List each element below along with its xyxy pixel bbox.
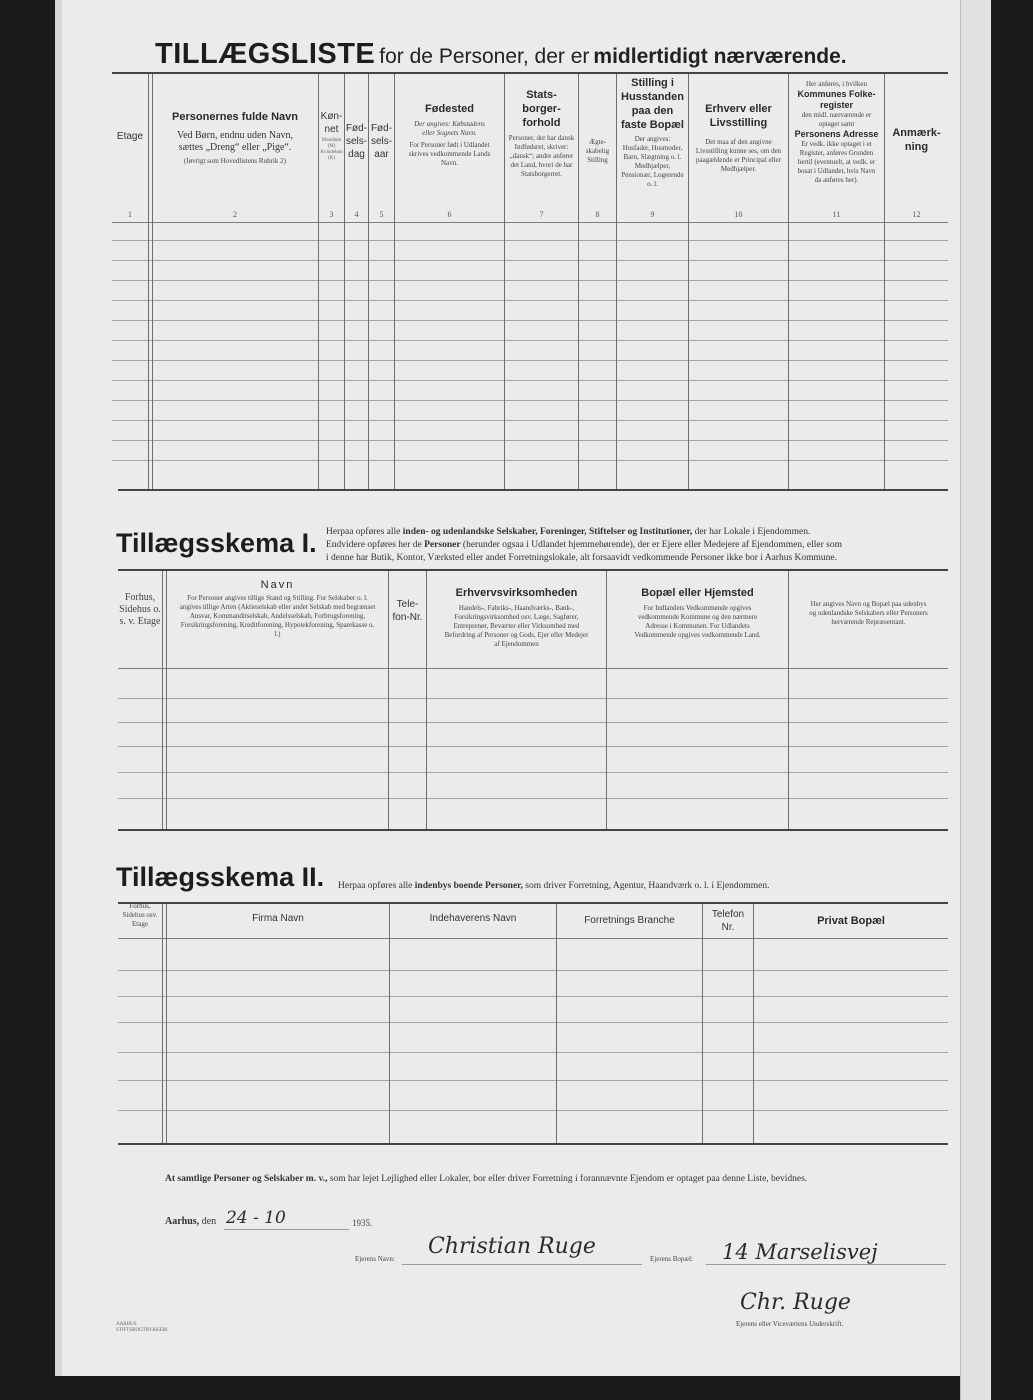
col-num-1: 1 (128, 210, 132, 219)
page-title (155, 38, 847, 71)
printer-mark: AARHUS STIFTSBOGTRYKKERI (116, 1322, 168, 1333)
col-num-3: 3 (329, 210, 334, 219)
form-sheet (62, 0, 962, 1376)
col-foedselsdag-header: Fød-sels-dag (345, 123, 368, 160)
col-num-7: 7 (539, 210, 544, 219)
col-num-4: 4 (354, 210, 359, 219)
signature-label: Ejerens eller Viceværtens Underskrift. (736, 1320, 844, 1328)
sheet-edge (55, 0, 62, 1376)
col-num-2: 2 (233, 210, 237, 219)
back-sheet (960, 0, 991, 1400)
skema2-intro: Herpaa opføres alle indenbys boende Personer, som driver Forretning, Agentur, Haandværk o. l. i Ejendommen. (338, 881, 770, 891)
ejer-bopael-handwritten: 14 Marselisvej (722, 1240, 878, 1264)
title-bold: midlertidigt nærværende. (593, 45, 847, 68)
skema1-col-rep: Her angives Navn og Bopæl paa udenbys og udenlandske Selskabers eller Personers herværende Repræsentant. (809, 600, 928, 626)
skema2-col-firma: Firma Navn (252, 913, 304, 924)
col-koen-header: Køn-net Mandkøn (M) Kvindekøn (K) (320, 111, 343, 161)
col-num-10: 10 (734, 210, 743, 219)
ejer-navn-handwritten: Christian Ruge (428, 1234, 596, 1259)
ejer-bopael-underline (706, 1264, 946, 1265)
col-num-8: 8 (595, 210, 600, 219)
col-anmaerkning-header: Anmærk-ning (892, 127, 941, 153)
col-num-5: 5 (379, 210, 384, 219)
signature-handwritten: Chr. Ruge (740, 1290, 851, 1315)
skema1-col-etage: Forhus, Sidehus o. s. v. Etage (119, 592, 161, 627)
ejer-bopael-label: Ejerens Bopæl: (650, 1255, 693, 1263)
skema1-intro: Herpaa opføres alle inden- og udenlandske Selskaber, Foreninger, Stiftelser og Institutioner, der har Lokale i Ejendommen. Endvidere opføres her de Personer (herunder ogsaa i Udlandet hjemmehørende), der er Ejere eller Medejere af Ejendommen, eller som i denne har Butik, Kontor, Værksted eller andet Forretningslokale, alt forsaavidt vedkommende Personer ikke bor i Aarhus Kommune. (326, 527, 842, 563)
ejer-navn-underline (402, 1264, 642, 1265)
skema2-col-telefon: Telefon Nr. (711, 909, 745, 933)
col-num-11: 11 (832, 210, 841, 219)
ejer-navn-label: Ejerens Navn: (355, 1255, 395, 1263)
col-num-6: 6 (447, 210, 452, 219)
skema1-col-telefon: Tele-fon-Nr. (392, 599, 423, 623)
declaration: At samtlige Personer og Selskaber m. v., som har lejet Lejlighed eller Lokaler, bor eller driver Forretning i forannævnte Ejendom er optaget paa denne Liste, bevidnes. (165, 1174, 808, 1184)
title-main: TILLÆGSLISTE (155, 38, 376, 70)
year: 1935. (352, 1218, 373, 1228)
skema1-title: Tillægsskema I. (116, 528, 317, 558)
date-handwritten: 24 - 10 (226, 1208, 286, 1228)
skema2-col-bopael: Privat Bopæl (817, 915, 885, 927)
col-navn-header: Personernes fulde Navn Ved Børn, endnu uden Navn, sættes „Dreng“ eller „Pige“. (Iøvrigt som Hovedlistens Rubrik 2) (172, 111, 298, 165)
col-stilling-header: Stilling i Husstanden paa den faste Bopæl Der angives: Husfader, Husmoder, Barn, Slægtning o. l. Medhjælper, Pensionær, Logerende o. l. (621, 77, 684, 188)
skema2-col-etage: Forhus, Sidehus osv. Etage (122, 902, 158, 928)
skema2-title: Tillægsskema II. (116, 862, 325, 892)
skema1-col-navn: Navn For Personer angives tillige Stand og Stilling. For Selskaber o. l. angives tillige Arten (Aktieselskab eller andet Selskab med begrænset Ansvar, Kommanditselskab, Andelsselskab, Forbrugsforening, Forsikringsforening, Kreditforening, Hypotekforening, Sparekasse o. l.) (179, 579, 376, 638)
skema2-col-branche: Forretnings Branche (584, 915, 675, 926)
col-num-12: 12 (912, 210, 921, 219)
col-etage-header: Etage (116, 131, 144, 142)
col-foedselsaar-header: Fød-sels-aar (370, 123, 393, 160)
col-erhverv-header: Erhverv eller Livsstilling Det maa af den angivne Livsstilling kunne ses, om den paagældende er Principal eller Medhjælper. (695, 103, 782, 173)
col-foedested-header: Fødested Der angives: Købstadens eller Sognets Navn. For Personer født i Udlandet skrives vedkommende Lands Navn. (408, 103, 491, 167)
col-register-header: Her anføres, i hvilken Kommunes Folke-register den midl. nærværende er optaget samt Personens Adresse Er vedk. ikke optaget i et Register, anføres Grunden hertil (eventuelt, at vedk. er bosat i Udlandet, hvis Navn da anføres her). (794, 80, 879, 184)
skema1-col-bopael: Bopæl eller Hjemsted For Indlandets Vedkommende opgives vedkommende Kommune og den nærmere Adresse i Kommunen. For Udlandets Vedkommende opgives vedkommende Land. (634, 587, 761, 639)
date-line: Aarhus, den (165, 1216, 217, 1227)
skema1-col-erhverv: Erhvervsvirksomheden Handels-, Fabriks-, Haandværks-, Bank-, Forsikringsvirksomhed osv. Læge, Sagfører, Entreprenør, Beværter eller Virksomhed med Befordring af Personer og Gods, Ejer eller Medejer af Ejendommen (444, 587, 589, 648)
col-num-9: 9 (650, 210, 655, 219)
title-mid: for de Personer, der er (379, 45, 590, 68)
col-aegteskab-header: Ægte-skabelig Stilling (585, 138, 610, 164)
col-statsborger-header: Stats-borger-forhold Personer, der har dansk Indfødsret, skriver: „dansk“; andre anfører det Land, hvori de har Statsborgerret. (508, 89, 575, 178)
date-underline (224, 1229, 349, 1230)
skema2-col-indehaver: Indehaverens Navn (429, 913, 517, 924)
